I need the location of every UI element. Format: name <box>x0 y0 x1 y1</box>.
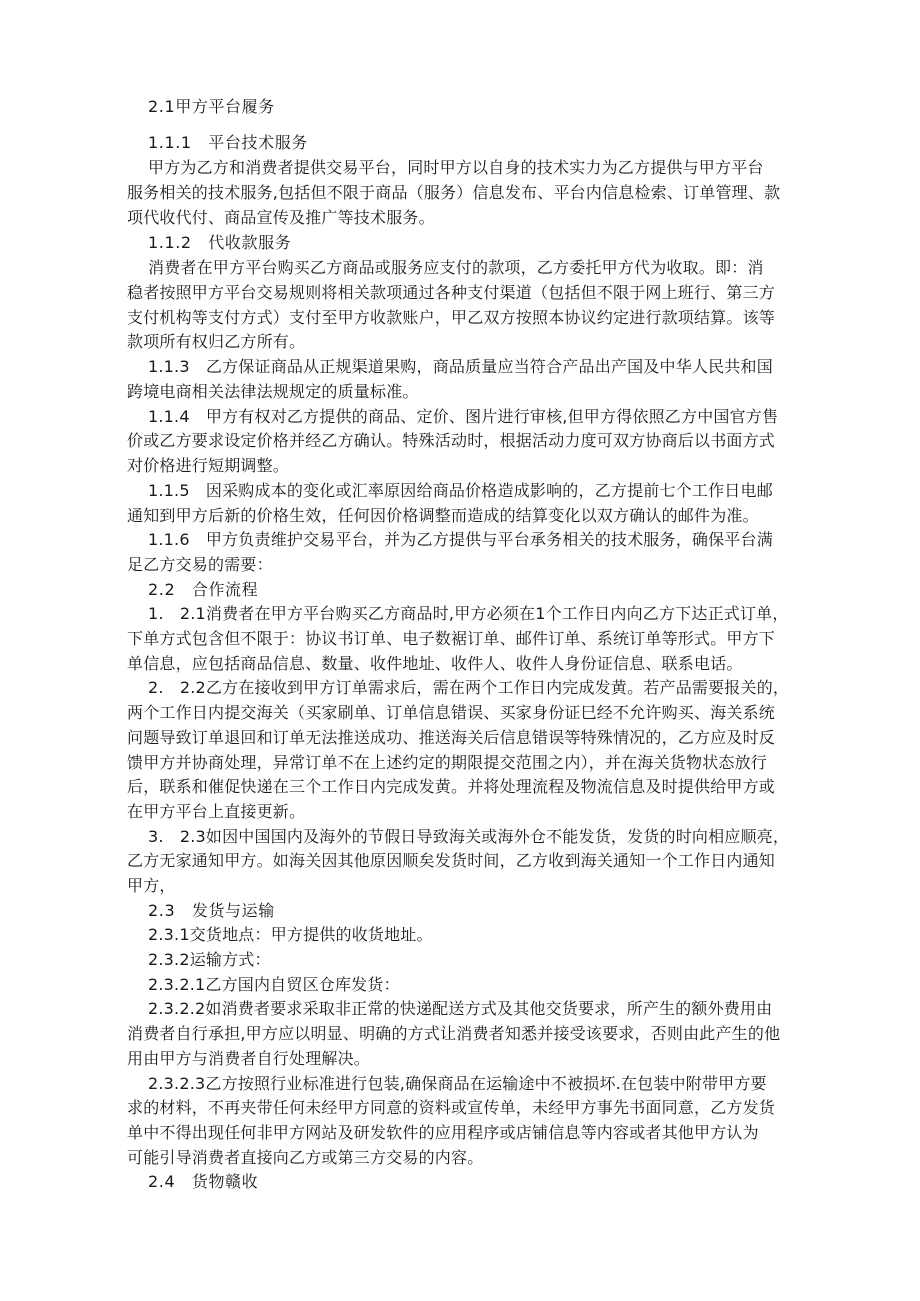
paragraph-line: 下单方式包含但不限于：协议书订单、电子数裾订单、邮件订单、系统订单等形式。甲方下 <box>127 629 776 648</box>
clause-2-3-2-1: 2.3.2.1乙方国内自贸区仓库发货： <box>148 975 400 994</box>
paragraph-line: 项代收代付、商品宣传及推广等技术服务。 <box>127 208 435 227</box>
clause-2-3-2: 2.3.2运输方式： <box>148 950 271 969</box>
section-heading-2-3: 2.3 发货与运输 <box>148 901 275 920</box>
paragraph-line: 馈甲方并协商处理，异常订单不在上述约定的期限提交范围之内），并在海关货物状态放行 <box>127 753 768 772</box>
section-heading-2-2: 2.2 合作流程 <box>148 580 259 599</box>
paragraph-line: 跨境电商相关法律法规规定的质量标准。 <box>127 382 419 401</box>
paragraph-line: 服务相关的技术服务,包括但不限于商品（服务）信息发布、平台内信息检索、订单管理、款 <box>127 183 781 202</box>
paragraph-line: 支付机构等支付方式）支付至甲方收款账户，甲乙双方按照本协议约定进行款项结算。该等 <box>127 308 776 327</box>
clause-2-2-1: 1. 2.1消费者在甲方平台购买乙方商品时,甲方必须在1个工作日内向乙方下达正式订单， <box>148 604 789 623</box>
paragraph-line: 两个工作日内提交海关（买家刷单、订单信息错误、买家身份证巳经不允许购买、海关系统 <box>127 703 776 722</box>
clause-1-1-3: 1.1.3 乙方保证商品从正规渠道果购，商品质量应当符合产品出产国及中华人民共和国 <box>148 357 773 376</box>
clause-2-2-3: 3. 2.3如因中国国内及海外的节假日导致海关或海外仓不能发货，发货的时向相应顺亮， <box>148 827 790 846</box>
clause-2-2-2: 2. 2.2乙方在接收到甲方订单需求后，需在两个工作日内完成发黄。若产品需要报关的， <box>148 678 790 697</box>
paragraph-line: 乙方无家通知甲方。如海关因其他原因顺矣发货时间，乙方收到海关通知一个工作日内通知 <box>127 851 776 870</box>
paragraph-line: 用由甲方与消费者自行处理解决。 <box>127 1049 371 1068</box>
paragraph-line: 后，联系和催促快递在三个工作日内完成发黄。并将处理流程及物流信息及时提供给甲方或 <box>127 777 776 796</box>
clause-1-1-4: 1.1.4 甲方有权对乙方提供的商品、定价、图片进行审核,但甲方得依照乙方中国官方售 <box>148 407 779 426</box>
paragraph-line: 甲方为乙方和消费者提供交易平台，同时甲方以自身的技术实力为乙方提供与甲方平台 <box>148 158 764 177</box>
paragraph-line: 单信息，应包括商品信息、数量、收件地址、收件人、收件人身份证信息、联系电话。 <box>127 654 743 673</box>
paragraph-line: 足乙方交易的需要： <box>127 555 273 574</box>
clause-2-3-2-2: 2.3.2.2如消费者要求采取非正常的快递配送方式及其他交货要求，所产生的额外费用由 <box>148 999 773 1018</box>
paragraph-line: 甲方， <box>127 876 176 895</box>
paragraph-line: 稳者按照甲方平台交易规则将相关款项通过各种支付渠道（包括但不限于网上班行、第三方 <box>127 283 776 302</box>
paragraph-line: 价或乙方要求设定价格并经乙方确认。特殊活动时，根据活动力度可双方协商后以书面方式 <box>127 431 776 450</box>
clause-1-1-1-heading: 1.1.1 平台技术服务 <box>148 133 308 152</box>
paragraph-line: 在甲方平台上直接更新。 <box>127 802 306 821</box>
paragraph-line: 款项所有权归乙方所有。 <box>127 332 306 351</box>
section-heading-2-1: 2.1甲方平台履务 <box>148 97 275 116</box>
paragraph-line: 消费者自行承担,甲方应以明显、明确的方式让消费者知悉并接受该要求，否则由此产生的他 <box>127 1024 781 1043</box>
paragraph-line: 可能引导消费者直接向乙方或第三方交易的内容。 <box>127 1148 484 1167</box>
clause-1-1-6: 1.1.6 甲方负责维护交易平台，并为乙方提供与平台承务相关的技术服务，确保平台满 <box>148 530 773 549</box>
clause-2-3-1: 2.3.1交货地点：甲方提供的收货地址。 <box>148 925 433 944</box>
paragraph-line: 通知到甲方后新的价格生效，任何因价格调整而造成的结算变化以双方确认的邮件为准。 <box>127 506 759 525</box>
paragraph-line: 消费者在甲方平台购买乙方商品或服务应支付的款项，乙方委托甲方代为收取。即：消 <box>148 258 764 277</box>
paragraph-line: 对价格进行短期调整。 <box>127 456 290 475</box>
clause-2-3-2-3: 2.3.2.3乙方按照行业标准进行包装,确保商品在运输途中不被损坏.在包装中附带甲方要 <box>148 1074 767 1093</box>
paragraph-line: 求的材料，不再夹带任何未经甲方同意的资料或宣传单，未经甲方事先书面同意，乙方发货 <box>127 1098 776 1117</box>
paragraph-line: 问题导致订单退回和订单无法推送成功、推送海关后信息错误等特殊情况的，乙方应及时反 <box>127 728 776 747</box>
section-heading-2-4: 2.4 货物赣收 <box>148 1172 259 1191</box>
paragraph-line: 单中不得出现任何非甲方网站及研发软件的应用程序或店铺信息等内容或者其他甲方认为 <box>127 1123 759 1142</box>
clause-1-1-5: 1.1.5 因采购成本的变化或汇率原因给商品价格造成影响的，乙方提前七个工作日电邮 <box>148 481 773 500</box>
clause-1-1-2-heading: 1.1.2 代收款服务 <box>148 233 292 252</box>
